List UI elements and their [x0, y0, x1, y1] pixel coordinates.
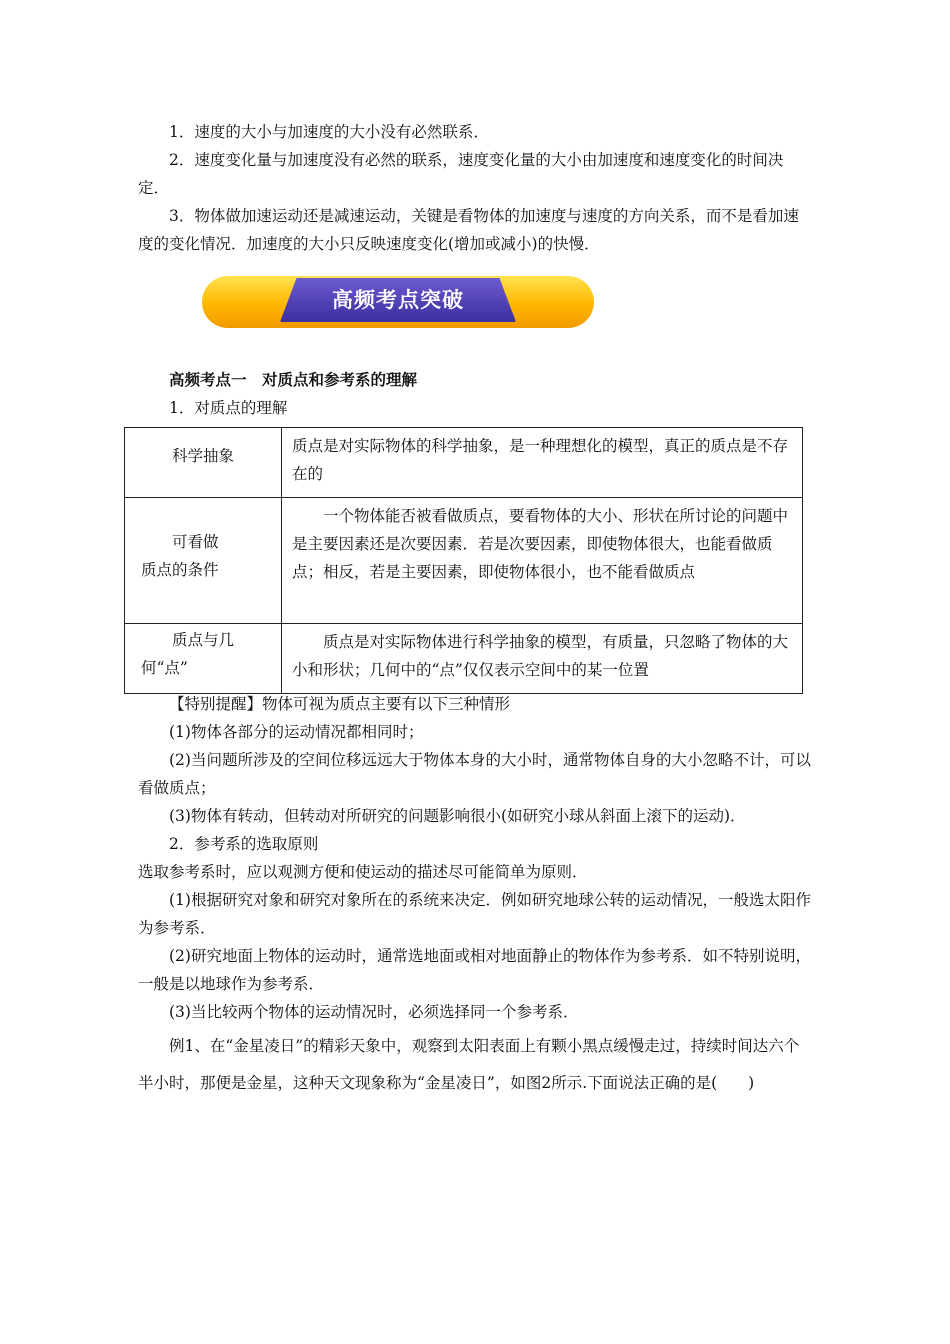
table-desc: 质点是对实际物体的科学抽象，是一种理想化的模型，真正的质点是不存在的 [292, 437, 789, 483]
banner-title: 高频考点突破 [332, 288, 464, 312]
table-row [125, 498, 803, 624]
table-desc: 质点是对实际物体进行科学抽象的模型，有质量，只忽略了物体的大小和形状；几何中的“点”仅仅表示空间中的某一位置 [292, 633, 789, 679]
table-desc-cell [282, 498, 803, 624]
table-term: 可看做质点的条件 [141, 533, 219, 579]
reminder-title: 【特别提醒】物体可视为质点主要有以下三种情形 [169, 695, 511, 713]
section-heading: 高频考点一 对质点和参考系的理解 [169, 370, 418, 389]
reminder-item-2: (2)当问题所涉及的空间位移远远大于物体本身的大小时，通常物体自身的大小忽略不计，可以看做质点； [138, 751, 811, 797]
table-term-cell [125, 624, 282, 694]
intro-para-3: 3．物体做加速运动还是减速运动，关键是看物体的加速度与速度的方向关系，而不是看加速度的变化情况．加速度的大小只反映速度变化(增加或减小)的快慢． [138, 207, 799, 253]
particle-table [124, 427, 803, 694]
reference-title: 2．参考系的选取原则 [169, 835, 319, 853]
table-term-cell [125, 428, 282, 498]
reminder-item-1: (1)物体各部分的运动情况都相同时； [169, 723, 424, 741]
reference-item-2: (2)研究地面上物体的运动时，通常选地面或相对地面静止的物体作为参考系．如不特别说明，一般是以地球作为参考系． [138, 947, 811, 993]
table-desc: 一个物体能否被看做质点，要看物体的大小、形状在所讨论的问题中是主要因素还是次要因素．若是次要因素，即使物体很大，也能看做质点；相反，若是主要因素，即使物体很小，也不能看做质点 [292, 507, 789, 581]
table-desc-cell [282, 624, 803, 694]
table-term-cell [125, 498, 282, 624]
subsection-title-particle: 1．对质点的理解 [169, 399, 288, 417]
reference-item-3: (3)当比较两个物体的运动情况时，必须选择同一个参考系． [169, 1003, 579, 1021]
example-question: 例1、在“金星凌日”的精彩天象中，观察到太阳表面上有颗小黑点缓慢走过，持续时间达六个半小时，那便是金星，这种天文现象称为“金星凌日”，如图2所示.下面说法正确的是( ) [138, 1037, 800, 1092]
reference-item-1: (1)根据研究对象和研究对象所在的系统来决定．例如研究地球公转的运动情况，一般选太阳作为参考系． [138, 891, 811, 937]
reminder-item-3: (3)物体有转动，但转动对所研究的问题影响很小(如研究小球从斜面上滚下的运动)． [169, 807, 746, 825]
section-banner [202, 276, 594, 328]
table-term: 质点与几何“点” [141, 631, 235, 677]
reference-intro: 选取参考系时，应以观测方便和使运动的描述尽可能简单为原则． [138, 863, 588, 881]
table-term: 科学抽象 [172, 447, 235, 465]
intro-para-2: 2．速度变化量与加速度没有必然的联系，速度变化量的大小由加速度和速度变化的时间决定． [138, 151, 784, 197]
table-desc-cell [282, 428, 803, 498]
table-row [125, 624, 803, 694]
intro-para-1: 1．速度的大小与加速度的大小没有必然联系． [169, 123, 489, 141]
table-row [125, 428, 803, 498]
